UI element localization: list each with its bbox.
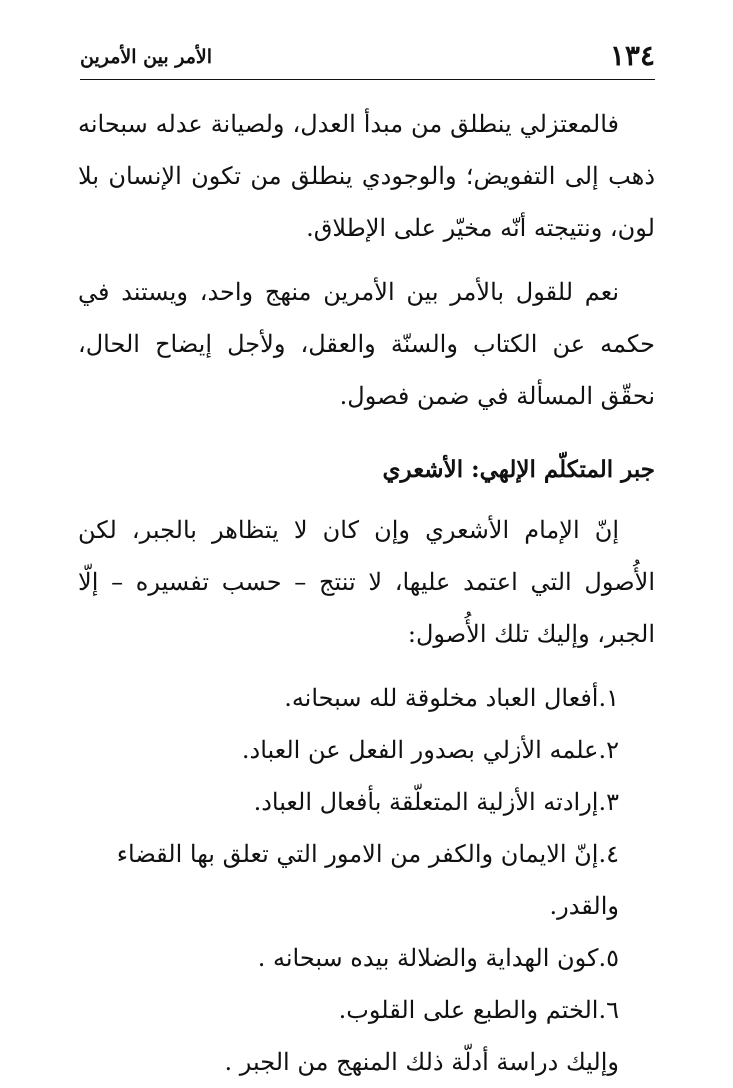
section-paragraph: إنّ الإمام الأشعري وإن كان لا يتظاهر بالجبر، لكن الأُصول التي اعتمد عليها، لا تنتج – حسب تفسيره – إلّا الجبر، وإليك تلك الأُصول:: [78, 516, 655, 648]
section-heading: جبر المتكلّم الإلهي: الأشعري: [382, 456, 655, 483]
list-item-text: إنّ الايمان والكفر من الامور التي تعلق بها القضاء والقدر.: [116, 840, 619, 920]
list-item-number: ٦.: [598, 996, 619, 1024]
page-header: [80, 38, 655, 78]
list-item-number: ٣.: [598, 788, 619, 816]
list-item-text: كون الهداية والضلالة بيده سبحانه .: [257, 944, 599, 972]
list-item: [78, 724, 655, 776]
list-item-number: ٤.: [598, 840, 619, 868]
list-item-text: الختم والطبع على القلوب.: [338, 996, 599, 1024]
list-item: [78, 932, 655, 984]
list-item: [78, 828, 655, 932]
list-item-text: أفعال العباد مخلوقة لله سبحانه.: [284, 684, 599, 712]
list-item: [78, 984, 655, 1036]
paragraph-2: نعم للقول بالأمر بين الأمرين منهج واحد، ويستند في حكمه عن الكتاب والسنّة والعقل، ولأجل إيضاح الحال، نحقّق المسألة في ضمن فصول.: [78, 278, 655, 410]
list-item-text: علمه الأزلي بصدور الفعل عن العباد.: [241, 736, 599, 764]
closing-line: وإليك دراسة أدلّة ذلك المنهج من الجبر .: [224, 1048, 619, 1076]
list-item-number: ٥.: [598, 944, 619, 972]
header-rule: [80, 79, 655, 80]
list-item-text: إرادته الأزلية المتعلّقة بأفعال العباد.: [253, 788, 599, 816]
running-title: الأمر بين الأمرين: [80, 46, 213, 68]
list-item: [78, 776, 655, 828]
paragraph-1: فالمعتزلي ينطلق من مبدأ العدل، ولصيانة عدله سبحانه ذهب إلى التفويض؛ والوجودي ينطلق من تكون الإنسان بلا لون، ونتيجته أنّه مخيّر على الإطلاق.: [78, 110, 655, 242]
page-number: ١٣٤: [609, 39, 655, 72]
list-item-number: ٢.: [598, 736, 619, 764]
principles-list: [78, 672, 655, 1036]
list-item: [78, 672, 655, 724]
body-text: [78, 98, 655, 1088]
list-item-number: ١.: [598, 684, 619, 712]
